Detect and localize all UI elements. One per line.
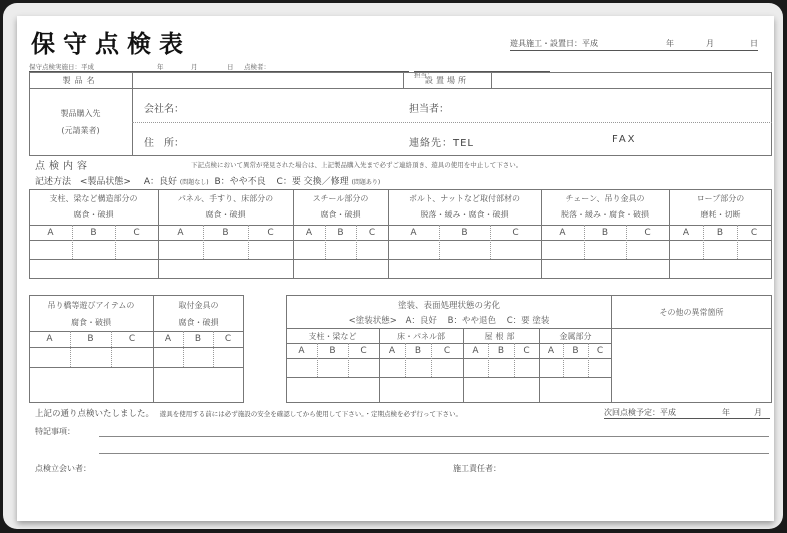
next-inspection-field[interactable]: 次回点検予定：平成 年 月 bbox=[604, 407, 770, 419]
paint-notes-row[interactable] bbox=[286, 378, 612, 402]
company-label: 会社名： bbox=[144, 104, 184, 115]
product-name-label: 製品名 bbox=[62, 76, 99, 85]
paint-grading-legend: <塗装状態> A：良好 B：やや退色 C：要 塗装 bbox=[348, 316, 550, 326]
page-title: 保守点検表 bbox=[31, 30, 191, 58]
inspection-section-title: 点検内容 bbox=[35, 161, 91, 172]
col-panel-header: パネル、手すり、床部分の 腐食・破損 bbox=[177, 194, 274, 219]
grading-method: 記述方法 <製品状態> A：良好 (問題なし) B：やや不良 C：要 交換／修理 (問題あり) bbox=[35, 177, 381, 187]
contact-tel-label: 連絡先：TEL bbox=[409, 138, 474, 149]
document-frame bbox=[3, 3, 783, 529]
inspection-date-label: 保守点検実施日：平成 bbox=[29, 62, 109, 72]
person-label: 担当者： bbox=[409, 104, 449, 115]
col-structure-header: 支柱、梁など構造部分の 腐食・破損 bbox=[49, 194, 138, 219]
address-label: 住 所： bbox=[144, 138, 184, 149]
col-rope-header: ロープ部分の 磨耗・切断 bbox=[696, 194, 745, 219]
tel-field[interactable] bbox=[487, 128, 597, 150]
other-anomalies-field[interactable] bbox=[613, 330, 770, 401]
next-inspection-label: 次回点検予定：平成 bbox=[604, 408, 676, 417]
remarks-line-1[interactable] bbox=[99, 436, 769, 437]
staff-label: 担当： bbox=[414, 71, 434, 79]
inspection-notice: 下記点検において異常が発見された場合は、上記製品購入先まで必ずご連絡頂き、遊具の使用を中止して下さい。 bbox=[191, 161, 523, 169]
install-location-label: 設置場所 bbox=[425, 76, 469, 85]
col-fitting-header: 取付金具の 腐食・破損 bbox=[178, 301, 219, 327]
paint-col-floor-panel: 床・パネル部 bbox=[397, 332, 445, 341]
inspection-form: 保守点検表 遊具施工・設置日：平成 年 月 日 保守点検実施日：平成 年 月 日 点検者： 担当： 製品名 設置場所 製品購入先 (元請業者) 会社名： 担当者： 住 所： 連絡先：TEL FAX 点検内容 下記点検において異常が発見された場合は、上記製品購入先まで必ずご連絡頂き、遊具の使用を中止して下さい。 記述方法 <製品状態> A：良好 (問題なし) B：やや不良 C：要 交換／修理 (問題あり) 支柱、梁など構造部分の 腐食・破損 パネル、手すり、床部分の 腐食・破損 スチール部分の 腐食・破損 ボルト、ナットなど取付部材の 脱落・緩み・腐食・破損 チェーン、吊り金具の 脱落・緩み・腐食・破損 ロープ部分の 磨耗・切断 A B C A B C A B C A B C A B C A B C 吊り橋等遊びアイテムの 腐食・破損 取付金具の 腐食・破損 A B C A B C 塗装、表面処理状態の劣化 <塗装状態> A：良好 B：やや退色 C：要 塗装 支柱・梁など 床・パネル部 屋根部 金属部分 A B C A B C A B C A B C その他の異常箇所 上記の通り点検いたしました。 遊具を使用する前には必ず施設の安全を確認してから使用して下さい。・定期点検を必ず行って下さい。 次回点検予定：平成 年 月 特記事項： 点検立会い者： 施工責任者： bbox=[17, 16, 774, 521]
address-field[interactable] bbox=[197, 128, 397, 150]
remarks-line-2[interactable] bbox=[99, 453, 769, 454]
col-steel-header: スチール部分の 腐食・破損 bbox=[312, 194, 369, 219]
other-anomalies-title: その他の異常箇所 bbox=[659, 308, 724, 317]
col-bolt-header: ボルト、ナットなど取付部材の 脱落・緩み・腐食・破損 bbox=[408, 194, 521, 219]
col-chain-header: チェーン、吊り金具の 脱落・緩み・腐食・破損 bbox=[561, 194, 649, 219]
col-play-item-header: 吊り橋等遊びアイテムの 腐食・破損 bbox=[47, 301, 135, 327]
install-date-label: 遊具施工・設置日：平成 bbox=[510, 39, 598, 48]
witness-label: 点検立会い者： bbox=[35, 464, 91, 473]
remarks-label: 特記事項： bbox=[35, 427, 75, 436]
inspector-field[interactable] bbox=[279, 62, 409, 72]
supervisor-field[interactable] bbox=[507, 461, 707, 475]
paint-table-title: 塗装、表面処理状態の劣化 bbox=[397, 301, 500, 311]
lower-left-notes-row[interactable] bbox=[29, 368, 243, 402]
main-table-grade-row[interactable] bbox=[29, 241, 771, 259]
paint-col-roof: 屋根部 bbox=[484, 332, 518, 341]
company-field[interactable] bbox=[197, 96, 377, 118]
purchaser-sublabel: (元請業者) bbox=[61, 126, 100, 135]
fax-field[interactable] bbox=[647, 128, 767, 150]
paint-col-structure: 支柱・梁など bbox=[308, 332, 357, 341]
person-field[interactable] bbox=[457, 96, 757, 118]
staff-field[interactable] bbox=[414, 62, 550, 79]
product-name-field[interactable] bbox=[134, 74, 401, 87]
main-table-notes-row[interactable] bbox=[29, 260, 771, 278]
install-date-field[interactable]: 遊具施工・設置日：平成 年 月 日 bbox=[510, 38, 758, 51]
fax-label: FAX bbox=[612, 134, 637, 145]
confirmation-statement: 上記の通り点検いたしました。 遊具を使用する前には必ず施設の安全を確認してから使用して下さい。・定期点検を必ず行って下さい。 bbox=[35, 409, 462, 419]
inspection-date-field[interactable]: 年 月 日 点検者： bbox=[109, 62, 279, 72]
purchaser-label: 製品購入先 bbox=[60, 109, 101, 118]
paint-grade-row[interactable] bbox=[286, 359, 612, 377]
witness-field[interactable] bbox=[102, 461, 302, 475]
install-location-field[interactable] bbox=[493, 74, 771, 87]
paint-col-metal: 金属部分 bbox=[559, 332, 592, 341]
supervisor-label: 施工責任者： bbox=[453, 464, 501, 473]
lower-left-grade-row[interactable] bbox=[29, 348, 243, 367]
